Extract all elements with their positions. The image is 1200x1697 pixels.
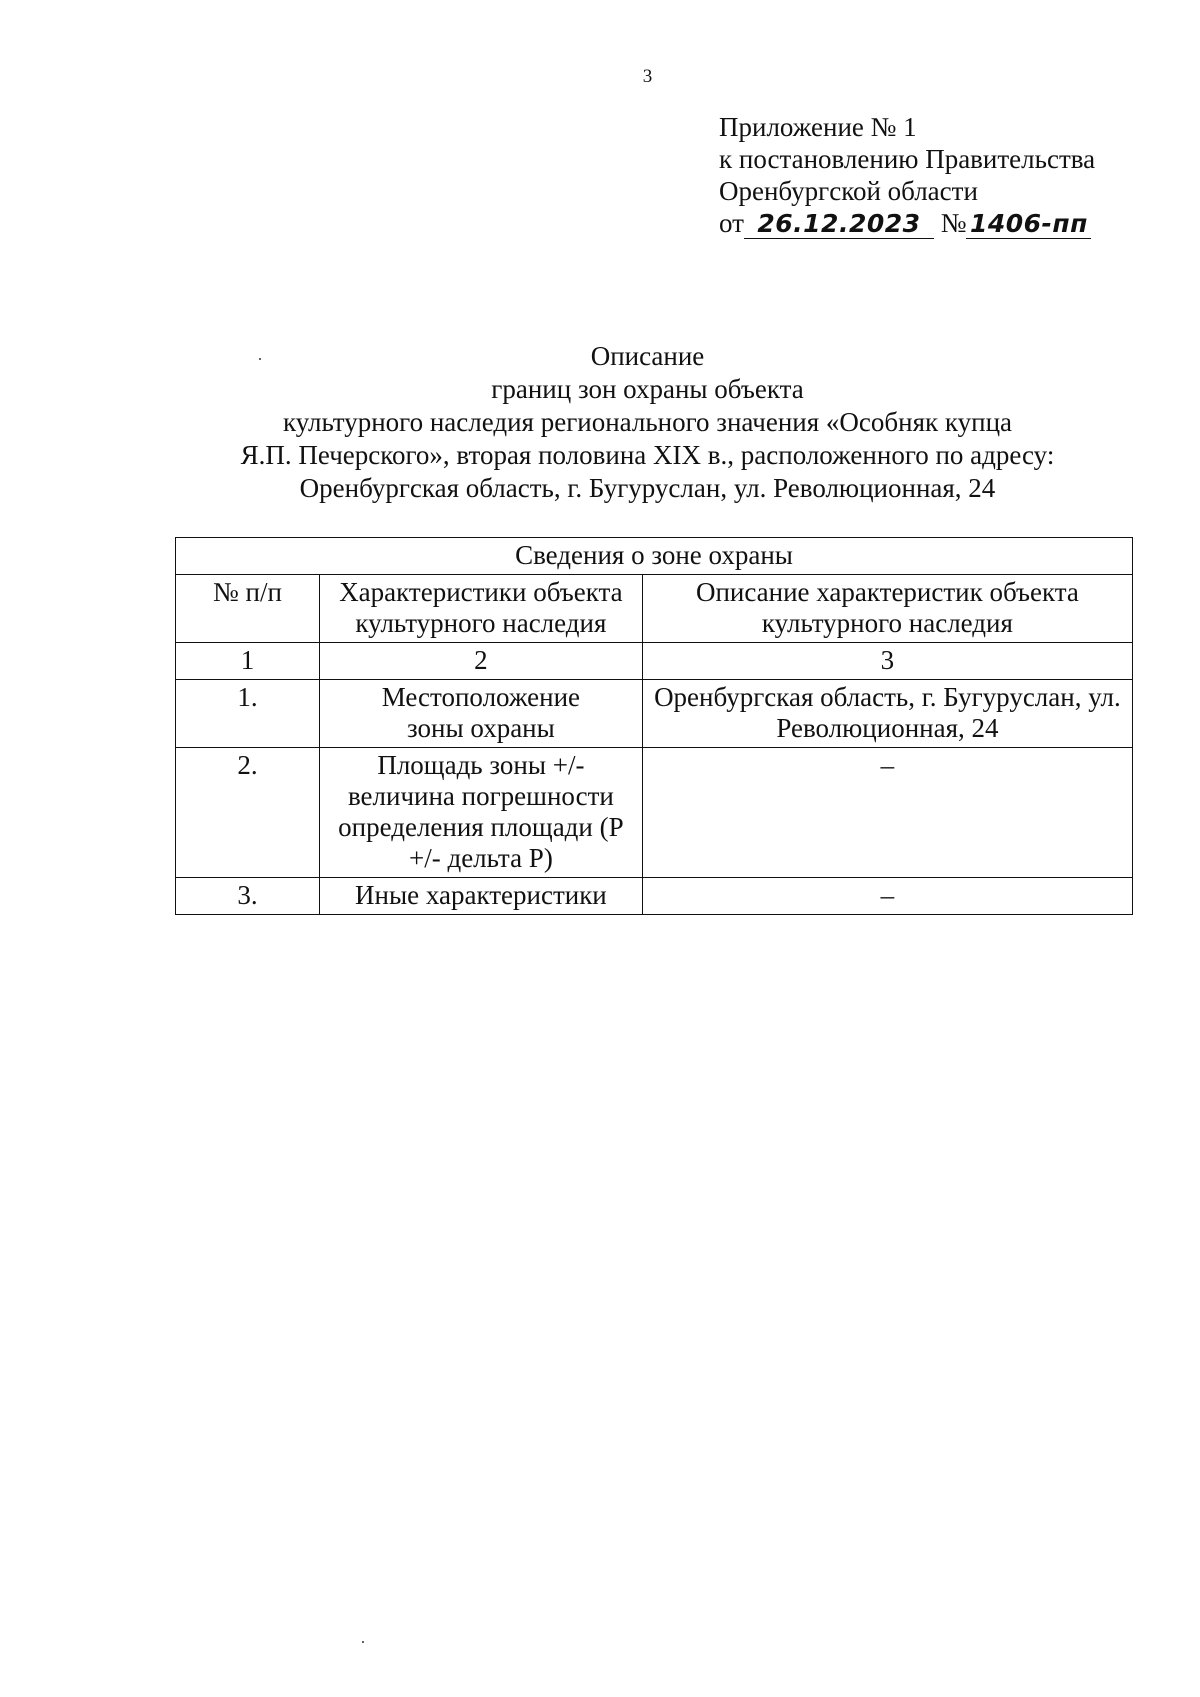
date-blank	[744, 209, 934, 239]
table-row	[176, 878, 1133, 915]
row-description: Оренбургская область, г. Бугуруслан, ул. Революционная, 24	[642, 680, 1132, 748]
column-number: 3	[642, 643, 1132, 680]
row-characteristic: Площадь зоны +/- величина погрешности определения площади (Р +/- дельта Р)	[319, 748, 642, 878]
header-cell: Описание характеристик объекта культурного наследия	[642, 575, 1132, 643]
appendix-date-number-line	[719, 207, 1095, 239]
row-number: 3.	[176, 878, 320, 915]
protection-zone-table	[175, 537, 1133, 915]
appendix-resolution-line: к постановлению Правительства	[719, 144, 1096, 174]
table-row	[176, 680, 1133, 748]
column-number: 2	[319, 643, 642, 680]
row-description: –	[642, 878, 1132, 915]
table-caption: Сведения о зоне охраны	[176, 538, 1133, 575]
title-line: Оренбургская область, г. Бугуруслан, ул. Революционная, 24	[299, 473, 996, 503]
column-number: 1	[176, 643, 320, 680]
header-cell: № п/п	[176, 575, 320, 643]
appendix-header	[719, 111, 1095, 239]
title-line: культурного наследия регионального значения «Особняк купца	[282, 407, 1012, 437]
document-title	[0, 340, 1200, 505]
header-cell: Характеристики объекта культурного наследия	[319, 575, 642, 643]
table-caption-row	[176, 538, 1133, 575]
column-number-row	[176, 643, 1133, 680]
number-blank	[966, 209, 1091, 239]
table-row	[176, 748, 1133, 878]
row-description: –	[642, 748, 1132, 878]
scan-speck	[362, 1641, 364, 1643]
table-header-row	[176, 575, 1133, 643]
date-prefix: от	[719, 208, 744, 238]
appendix-title: Приложение № 1	[719, 112, 917, 142]
title-line: Описание	[590, 341, 705, 371]
handwritten-number: 1406-пп	[969, 209, 1088, 238]
row-characteristic: Иные характеристики	[319, 878, 642, 915]
page-number: 3	[642, 66, 653, 87]
row-characteristic: Местоположение зоны охраны	[319, 680, 642, 748]
number-prefix: №	[940, 208, 967, 238]
title-line: Я.П. Печерского», вторая половина XIX в., расположенного по адресу:	[240, 440, 1055, 470]
handwritten-date: 26.12.2023	[757, 209, 921, 238]
title-line: границ зон охраны объекта	[491, 374, 804, 404]
appendix-region-line: Оренбургской области	[719, 176, 978, 206]
row-number: 1.	[176, 680, 320, 748]
row-number: 2.	[176, 748, 320, 878]
